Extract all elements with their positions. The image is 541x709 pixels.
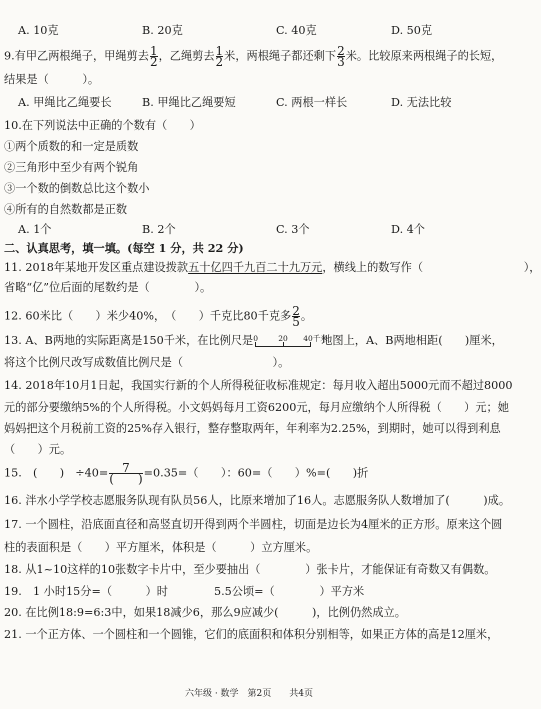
page-footer: 六年级 · 数学 第2页 共4页	[184, 689, 314, 699]
q9-text-4: 米。比较原来两根绳子的长短，	[345, 49, 503, 63]
scale-label-20: 20	[278, 334, 288, 343]
q10-statement-2: ②三角形中至少有两个锐角	[4, 161, 139, 174]
q9-fraction-2-den: 2	[215, 55, 224, 69]
q10-option-c: C. 3个	[276, 223, 310, 236]
q9-stem	[4, 46, 502, 67]
q9-text-1: 9.有甲乙两根绳子，甲绳剪去	[4, 49, 149, 63]
q12-text-a: 12. 60米比（ ）米少40%， （ ）千克比80千克多	[4, 309, 292, 323]
q10-option-a: A. 1个	[18, 223, 52, 236]
q19-part-a: 19. 1 小时15分=（ ）时	[4, 585, 168, 598]
q8-option-b: B. 20克	[142, 24, 183, 37]
q14-line4: （ ）元。	[4, 443, 72, 456]
section-2-heading: 二、认真思考，填一填。(每空 1 分，共 22 分)	[4, 241, 244, 255]
q9-option-a: A. 甲绳比乙绳要长	[18, 96, 112, 109]
q9-line2: 结果是（ ）。	[4, 73, 100, 86]
q15-fraction	[109, 463, 142, 484]
q9-text-3: 米，两根绳子都还剩下	[224, 49, 337, 63]
q21-line: 21. 一个正方体、一个圆柱和一个圆锥，它们的底面积和体积分别相等，如果正方体的高是12厘米，	[4, 628, 499, 641]
q9-text-2: ，乙绳剪去	[158, 49, 215, 63]
q16-line: 16. 泮水小学学校志愿服务队现有队员56人，比原来增加了16人。志愿服务队人数增加了( )成。	[4, 494, 511, 507]
q20-line: 20. 在比例18:9=6:3中，如果18减少6，那么9应减少( )，比例仍然成立。	[4, 606, 406, 619]
q10-statement-1: ①两个质数的和一定是质数	[4, 140, 139, 153]
scale-label-0: 0	[253, 334, 258, 343]
q19-part-b: 5.5公顷=（ ）平方米	[214, 585, 365, 598]
q9-fraction-1	[150, 46, 158, 67]
q11-line2: 省略“亿”位后面的尾数约是（ ）。	[4, 281, 212, 294]
q13-text-b: 地图上，A、B两地相距( )厘米，	[321, 334, 503, 347]
q11-line1	[4, 260, 541, 275]
q12-fraction	[292, 306, 300, 327]
q12-text-b: 。	[300, 309, 313, 323]
q10-option-d: D. 4个	[391, 223, 425, 236]
q13-text-a: 13. A、B两地的实际距离是150千米，在比例尺是	[4, 334, 254, 347]
q12-fraction-den: 5	[292, 315, 300, 329]
q9-fraction-3	[337, 46, 345, 67]
q17-line2: 柱的表面积是（ ）平方厘米，体积是（ ）立方厘米。	[4, 541, 318, 554]
q15-fraction-den: ( )	[109, 472, 143, 486]
q8-option-a: A. 10克	[18, 24, 59, 37]
q17-line1: 17. 一个圆柱，沿底面直径和高竖直切开得到两个半圆柱，切面是边长为4厘米的正方形。原来这个圆	[4, 518, 503, 531]
q14-line2: 元的部分要缴纳5%的个人所得税。小文妈妈每月工资6200元，每月应缴纳个人所得税（ ）元；她	[4, 401, 509, 414]
q9-fraction-3-num: 2	[337, 44, 345, 58]
q9-option-d: D. 无法比较	[391, 96, 452, 109]
q10-stem: 10.在下列说法中正确的个数有（ ）	[4, 119, 201, 132]
q9-fraction-2-num: 1	[215, 44, 224, 58]
scale-label-40: 40千米	[303, 334, 328, 343]
q11-text-a: 11. 2018年某地开发区重点建设拨款	[4, 261, 189, 274]
q10-statement-3: ③一个数的倒数总比这个数小	[4, 182, 150, 195]
q8-option-c: C. 40克	[276, 24, 317, 37]
q13-line2: 将这个比例尺改写成数值比例尺是（ ）。	[4, 356, 290, 369]
q12-fraction-num: 2	[292, 304, 300, 318]
q12-line	[4, 306, 312, 327]
q11-text-b: ，横线上的数写作（ ），	[322, 261, 541, 274]
q9-fraction-1-den: 2	[149, 55, 158, 69]
q15-text-a: 15. ( ) ÷40=	[4, 466, 109, 480]
q9-fraction-3-den: 3	[337, 55, 345, 69]
q8-option-d: D. 50克	[391, 24, 433, 37]
q10-option-b: B. 2个	[142, 223, 176, 236]
q15-fraction-num: 7	[122, 461, 130, 475]
q9-fraction-2	[216, 46, 224, 67]
q9-fraction-1-num: 1	[149, 44, 158, 58]
scale-bar	[253, 334, 328, 348]
q11-amount: 五十亿四千九百二十九万元	[188, 261, 323, 274]
q14-line1: 14. 2018年10月1日起，我国实行新的个人所得税征收标准规定：每月收入超出5000元而不超过8000	[4, 379, 513, 392]
q15-text-b: =0.35=（ ）：60=（ ）%=( )折	[143, 466, 369, 480]
q15-line	[4, 463, 368, 484]
q14-line3: 妈妈把这个月税前工资的25%存入银行，整存整取两年，年利率为2.25%，到期时，她可以得到利息	[4, 422, 501, 435]
q9-option-b: B. 甲绳比乙绳要短	[142, 96, 236, 109]
q10-statement-4: ④所有的自然数都是正数	[4, 203, 128, 216]
q13-line1	[4, 333, 503, 348]
q18-line: 18. 从1~10这样的10张数字卡片中，至少要抽出（ ）张卡片，才能保证有奇数又有偶数。	[4, 563, 496, 576]
q9-option-c: C. 两根一样长	[276, 96, 348, 109]
